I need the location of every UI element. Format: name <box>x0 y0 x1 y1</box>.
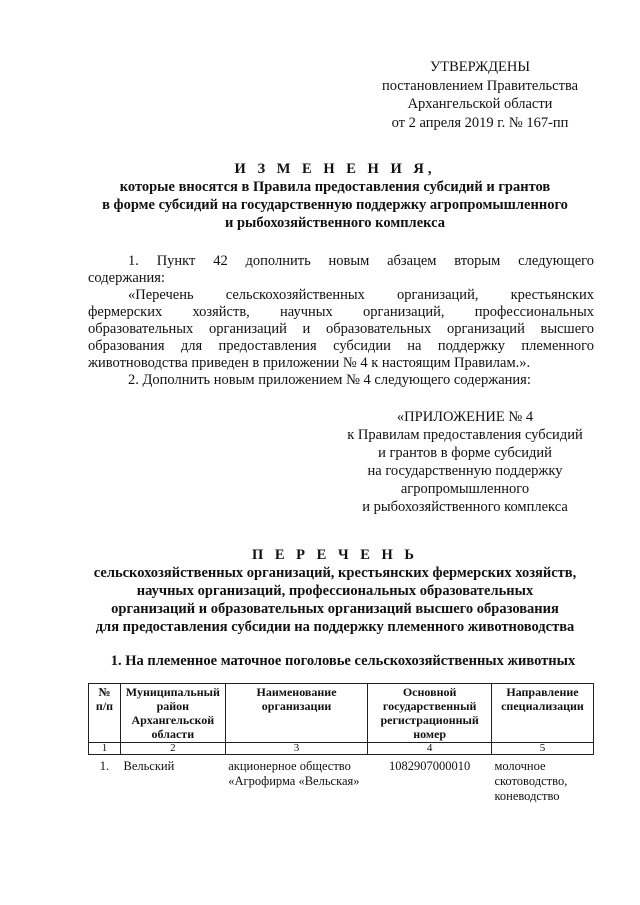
paragraph-2: 2. Дополнить новым приложением № 4 следующего содержания: <box>128 372 531 388</box>
document-title <box>60 160 610 232</box>
column-number: 1 <box>89 743 121 755</box>
list-title-line-2: научных организаций, профессиональных образовательных <box>136 583 534 599</box>
approval-stamp <box>360 58 600 132</box>
column-number: 3 <box>225 743 368 755</box>
row-district: Вельский <box>123 759 175 773</box>
title-heading: И З М Е Н Е Н И Я, <box>234 161 436 177</box>
table-header-row <box>89 684 594 743</box>
list-title-line-4: для предоставления субсидии на поддержку племенного животноводства <box>95 619 575 635</box>
header-district: Муниципальный район Архангельской области <box>120 684 225 743</box>
column-number: 5 <box>491 743 593 755</box>
quote-line-3: образовательных организаций и образовательных организаций высшего <box>88 321 594 337</box>
paragraph-1-line-1: 1. Пункт 42 дополнить новым абзацем вторым следующего <box>128 253 594 269</box>
quote-line-1: «Перечень сельскохозяйственных организаций, крестьянских <box>128 287 594 303</box>
header-ogrn: Основной государственный регистрационный номер <box>368 684 492 743</box>
list-title-line-1: сельскохозяйственных организаций, крестьянских фермерских хозяйств, <box>93 565 577 581</box>
header-org: Наименование организации <box>225 684 368 743</box>
row-org: акционерное общество «Агрофирма «Вельская» <box>228 759 360 788</box>
section-heading: 1. На племенное маточное поголовье сельскохозяйственных животных <box>110 653 576 669</box>
column-number: 4 <box>368 743 492 755</box>
list-heading: П Е Р Е Ч Е Н Ь <box>251 547 419 563</box>
list-title-line-3: организаций и образовательных организаций высшего образования <box>111 601 559 617</box>
appendix-line-3: и грантов в форме субсидий <box>378 445 552 461</box>
appendix-line-5: агропромышленного <box>400 481 530 497</box>
header-specialization: Направление специализации <box>491 684 593 743</box>
column-number: 2 <box>120 743 225 755</box>
approved-date: от 2 апреля 2019 г. № 167-пп <box>391 114 569 131</box>
appendix-line-6: и рыбохозяйственного комплекса <box>362 499 568 515</box>
title-line-2: в форме субсидий на государственную поддержку агропромышленного <box>102 197 568 213</box>
registry-table <box>88 683 594 805</box>
approved-by: постановлением Правительства <box>381 77 579 94</box>
approved-region: Архангельской области <box>407 96 553 112</box>
approved-label: УТВЕРЖДЕНЫ <box>429 59 531 75</box>
paragraph-1-line-2: содержания: <box>88 270 166 286</box>
appendix-header <box>330 408 600 516</box>
appendix-line-1: «ПРИЛОЖЕНИЕ № 4 <box>396 409 534 425</box>
table-row <box>89 755 594 806</box>
list-title <box>60 546 610 636</box>
appendix-line-4: на государственную поддержку <box>367 463 563 479</box>
row-ogrn: 1082907000010 <box>389 759 471 773</box>
column-number-row <box>89 743 594 755</box>
row-specialization: молочное скотоводство, коневодство <box>494 759 568 803</box>
body-text <box>88 253 594 389</box>
title-line-3: и рыбохозяйственного комплекса <box>225 215 445 231</box>
quote-line-5: животноводства приведен в приложении № 4 к настоящим Правилам.». <box>88 355 531 371</box>
row-num: 1. <box>99 759 110 773</box>
quote-line-4: образования для предоставления субсидии на поддержку племенного <box>88 338 594 354</box>
header-num: № п/п <box>89 684 121 743</box>
quote-line-2: фермерских хозяйств, научных организаций, профессиональных <box>88 304 594 320</box>
title-line-1: которые вносятся в Правила предоставления субсидий и грантов <box>119 179 551 195</box>
appendix-line-2: к Правилам предоставления субсидий <box>347 427 583 443</box>
